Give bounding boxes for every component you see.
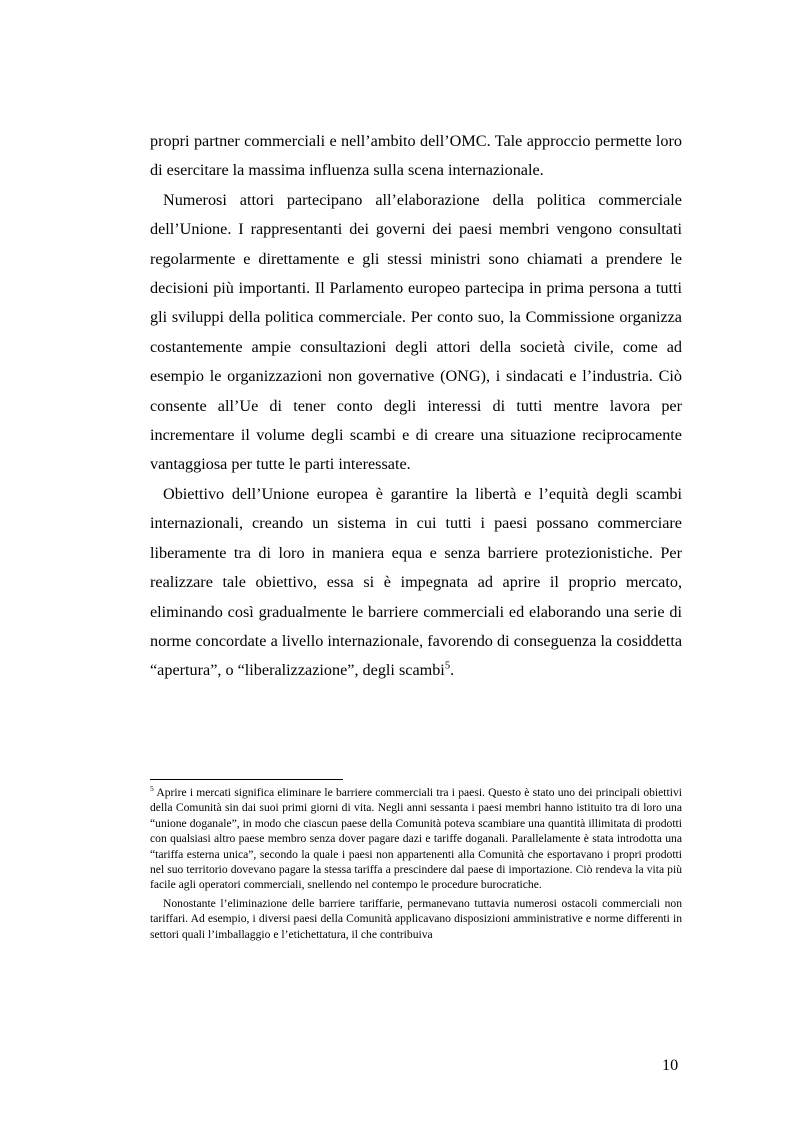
paragraph-objective-text: Obiettivo dell’Unione europea è garantire la libertà e l’equità degli scambi internazionali, creando un sistema in cui tutti i paesi possano commerciare liberamente tra di loro in maniera equa e senza barriere protezionistiche. Per realizzare tale obiettivo, essa si è impegnata ad aprire il proprio mercato, eliminando così gradualmente le barriere commerciali ed elaborando una serie di norme concordate a livello internazionale, favorendo di conseguenza la cosiddetta “apertura”, o “liberalizzazione”, degli scambi: [150, 484, 682, 680]
page-number: 10: [662, 1056, 679, 1074]
footnote-paragraph-2: Nonostante l’eliminazione delle barriere tariffarie, permanevano tuttavia numerosi ostacoli commerciali non tariffari. Ad esempio, i diversi paesi della Comunità applicavano disposizioni amministrative e norme differenti in settori quali l’imballaggio e l’etichettatura, il che contribuiva: [150, 896, 682, 941]
paragraph-objective: [150, 480, 682, 686]
main-text: [150, 127, 682, 686]
footnote-reference[interactable]: 5: [444, 660, 451, 672]
footnote-text-1: Aprire i mercati significa eliminare le barriere commerciali tra i paesi. Questo è stato uno dei principali obiettivi della Comunità sin dai suoi primi giorni di vita. Negli anni sessanta i paesi membri hanno istituito tra di loro una “unione doganale”, in modo che ciascun paese della Comunità poteva scambiare una quantità illimitata di prodotti con qualsiasi altro paese membro senza dover pagare dazi e tariffe doganali. Parallelamente è stata introdotta una “tariffa esterna unica”, secondo la quale i paesi non appartenenti alla Comunità che esportavano i propri prodotti nel suo territorio dovevano pagare la stessa tariffa a prescindere dal paese di importazione. Ciò rendeva la vita più facile agli operatori commerciali, snellendo nel contempo le procedure burocratiche.: [150, 786, 682, 892]
paragraph-actors: Numerosi attori partecipano all’elaborazione della politica commerciale dell’Unione. I rappresentanti dei governi dei paesi membri vengono consultati regolarmente e direttamente e gli stessi ministri sono chiamati a prendere le decisioni più importanti. Il Parlamento europeo partecipa in prima persona a tutti gli sviluppi della politica commerciale. Per conto suo, la Commissione organizza costantemente ampie consultazioni degli attori della società civile, come ad esempio le organizzazioni non governative (ONG), i sindacati e l’industria. Ciò consente all’Ue di tener conto degli interessi di tutti mentre lavora per incrementare il volume degli scambi e di creare una situazione reciprocamente vantaggiosa per tutte le parti interessate.: [150, 190, 682, 474]
footnote-number: 5: [150, 784, 154, 794]
footnote-paragraph-1: [150, 785, 682, 893]
footnote-section: [150, 785, 682, 942]
paragraph-continuation: propri partner commerciali e nell’ambito dell’OMC. Tale approccio permette loro di esercitare la massima influenza sulla scena internazionale.: [150, 132, 682, 180]
paragraph-objective-end: .: [450, 661, 455, 680]
footnote-separator: [150, 779, 343, 780]
